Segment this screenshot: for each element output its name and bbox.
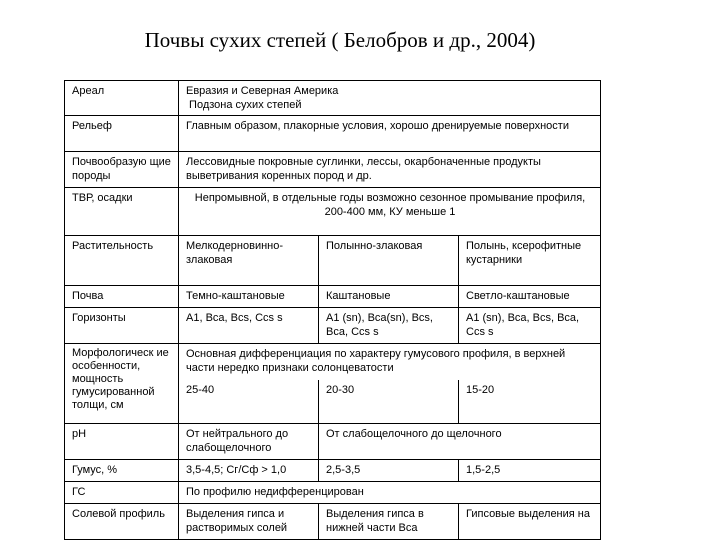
table-row	[65, 424, 601, 460]
areal-line-1: Евразия и Северная Америка	[186, 85, 339, 97]
areal-line-2: Подзона сухих степей	[186, 99, 302, 111]
row-label-horizons: Горизонты	[65, 308, 179, 344]
cell-tvr: Непромывной, в отдельные годы возможно сезонное промывание профиля, 200-400 мм, КУ меньше 1	[179, 188, 601, 236]
table-row	[65, 460, 601, 482]
row-label-ph: рН	[65, 424, 179, 460]
soil-table	[64, 80, 601, 540]
cell-salt-2: Выделения гипса в нижней части Bca	[319, 504, 459, 540]
cell-morphology-1: 25-40	[179, 380, 319, 424]
cell-salt-3: Гипсовые выделения на	[459, 504, 601, 540]
cell-soil-2: Каштановые	[319, 286, 459, 308]
cell-humus-3: 1,5-2,5	[459, 460, 601, 482]
row-label-gs: ГС	[65, 482, 179, 504]
cell-relief: Главным образом, плакорные условия, хорошо дренируемые поверхности	[179, 116, 601, 152]
table-row	[65, 116, 601, 152]
table-row	[65, 81, 601, 116]
cell-parent: Лессовидные покровные суглинки, лессы, окарбоначенные продукты выветривания коренных пород и др.	[179, 152, 601, 188]
cell-horizons-2: A1 (sn), Bca(sn), Bcs, Bca, Ccs s	[319, 308, 459, 344]
row-label-salt: Солевой профиль	[65, 504, 179, 540]
cell-vegetation-3: Полынь, ксерофитные кустарники	[459, 236, 601, 286]
table-row	[65, 344, 601, 380]
cell-morphology-desc: Основная дифференциация по характеру гумусового профиля, в верхней части нередко признаки солонцеватости	[179, 344, 601, 380]
table-row	[65, 286, 601, 308]
cell-vegetation-2: Полынно-злаковая	[319, 236, 459, 286]
row-label-soil: Почва	[65, 286, 179, 308]
table-row	[65, 188, 601, 236]
page-title: Почвы сухих степей ( Белобров и др., 2004)	[144, 28, 536, 52]
cell-soil-3: Светло-каштановые	[459, 286, 601, 308]
cell-vegetation-1: Мелкодерновинно-злаковая	[179, 236, 319, 286]
cell-salt-1: Выделения гипса и растворимых солей	[179, 504, 319, 540]
cell-ph-1: От нейтрального до слабощелочного	[179, 424, 319, 460]
table-row	[65, 482, 601, 504]
cell-humus-1: 3,5-4,5; Сг/Сф > 1,0	[179, 460, 319, 482]
cell-morphology-2: 20-30	[319, 380, 459, 424]
row-label-relief: Рельеф	[65, 116, 179, 152]
cell-humus-2: 2,5-3,5	[319, 460, 459, 482]
row-label-morphology: Морфологическ ие особенности, мощность гумусированной толщи, см	[65, 344, 179, 424]
table-row	[65, 236, 601, 286]
table-row	[65, 152, 601, 188]
table-row	[65, 504, 601, 540]
cell-horizons-1: A1, Bca, Bcs, Ccs s	[179, 308, 319, 344]
cell-morphology-3: 15-20	[459, 380, 601, 424]
row-label-tvr: ТВР, осадки	[65, 188, 179, 236]
cell-areal	[179, 81, 601, 116]
cell-ph-23: От слабощелочного до щелочного	[319, 424, 601, 460]
table-row	[65, 308, 601, 344]
row-label-areal: Ареал	[65, 81, 179, 116]
row-label-parent: Почвообразую щие породы	[65, 152, 179, 188]
cell-gs: По профилю недифференцирован	[179, 482, 601, 504]
row-label-humus: Гумус, %	[65, 460, 179, 482]
row-label-vegetation: Растительность	[65, 236, 179, 286]
cell-soil-1: Темно-каштановые	[179, 286, 319, 308]
cell-horizons-3: A1 (sn), Bca, Bcs, Bca, Ccs s	[459, 308, 601, 344]
